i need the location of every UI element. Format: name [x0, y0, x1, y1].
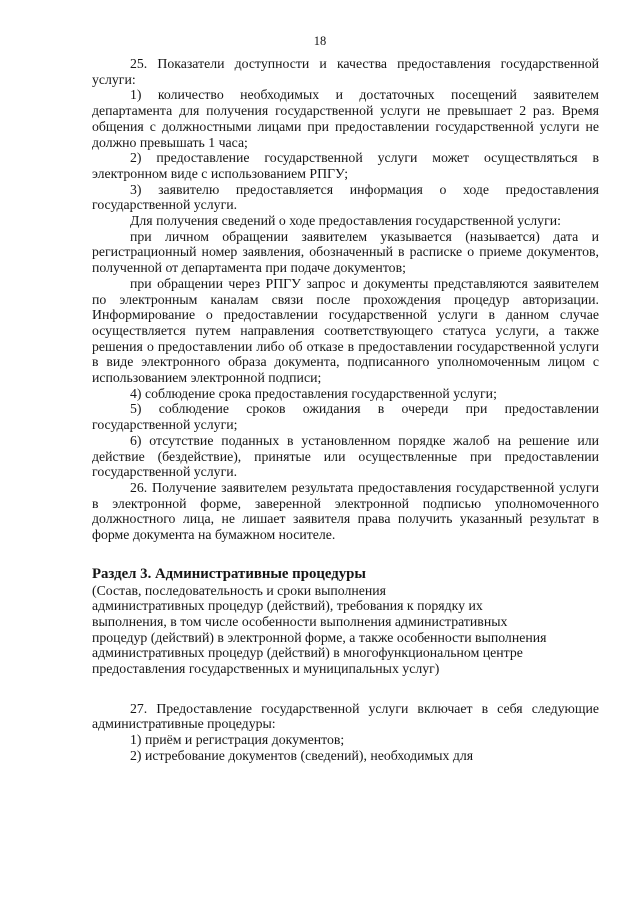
paragraph-item-2: 2) предоставление государственной услуги может осуществляться в электронном виде с использованием РПГУ;	[92, 150, 599, 181]
paragraph-25-heading: 25. Показатели доступности и качества предоставления государственной услуги:	[92, 56, 599, 87]
paragraph-item-3: 3) заявителю предоставляется информация о ходе предоставления государственной услуги.	[92, 181, 599, 213]
section-subtitle-line: процедур (действий) в электронной форме, а также особенности выполнения	[92, 629, 547, 645]
paragraph-info-intro: Для получения сведений о ходе предоставления государственной услуги:	[130, 213, 561, 229]
document-body	[92, 56, 599, 764]
paragraph-personal-request: при личном обращении заявителем указывается (называется) дата и регистрационный номер заявления, обозначенный в расписке о приеме документов, полученной от департамента при подаче документов;	[92, 228, 599, 276]
section-subtitle-line: административных процедур (действий), требования к порядку их	[92, 598, 483, 614]
paragraph-item-1: 1) количество необходимых и достаточных посещений заявителем департамента для получения государственной услуги не превышает 2 раз. Время общения с должностными лицами при предоставлении государственной услуги не должно превышать 1 часа;	[92, 87, 599, 150]
paragraph-27-heading: 27. Предоставление государственной услуги включает в себя следующие административные процедуры:	[92, 700, 599, 732]
paragraph-item-5: 5) соблюдение сроков ожидания в очереди при предоставлении государственной услуги;	[92, 401, 599, 433]
section-title: Раздел 3. Административные процедуры	[92, 565, 366, 582]
paragraph-item-4: 4) соблюдение срока предоставления государственной услуги;	[130, 385, 497, 401]
spacer	[92, 543, 599, 567]
paragraph-item-6: 6) отсутствие поданных в установленном порядке жалоб на решение или действие (бездействие), принятые или осуществленные при предоставлении государственной услуги.	[92, 432, 599, 480]
section-subtitle-line: выполнения, в том числе особенности выполнения административных	[92, 613, 508, 629]
paragraph-27-item-1: 1) приём и регистрация документов;	[130, 732, 345, 748]
paragraph-26: 26. Получение заявителем результата предоставления государственной услуги в электронной форме, заверенной электронной подписью уполномоченного должностного лица, не лишает заявителя права получить указанный результат в форме документа на бумажном носителе.	[92, 479, 599, 543]
section-subtitle-line: (Состав, последовательность и сроки выполнения	[92, 582, 387, 598]
page-number: 18	[313, 34, 327, 48]
section-subtitle-line: предоставления государственных и муниципальных услуг)	[92, 661, 440, 677]
spacer	[92, 677, 599, 701]
paragraph-rpgu-request: при обращении через РПГУ запрос и документы представляются заявителем по электронным каналам связи после прохождения процедур авторизации. Информирование о предоставлении государственной услуги в данном случае осуществляется путем направления соответствующего статуса услуги, а также решения о предоставлении либо об отказе в предоставлении государственной услуги в виде электронного образа документа, подписанного уполномоченным лицом с использованием электронной подписи;	[92, 275, 599, 386]
section-subtitle-line: административных процедур (действий) в многофункциональном центре	[92, 645, 523, 661]
paragraph-27-item-2: 2) истребование документов (сведений), необходимых для	[130, 747, 474, 763]
